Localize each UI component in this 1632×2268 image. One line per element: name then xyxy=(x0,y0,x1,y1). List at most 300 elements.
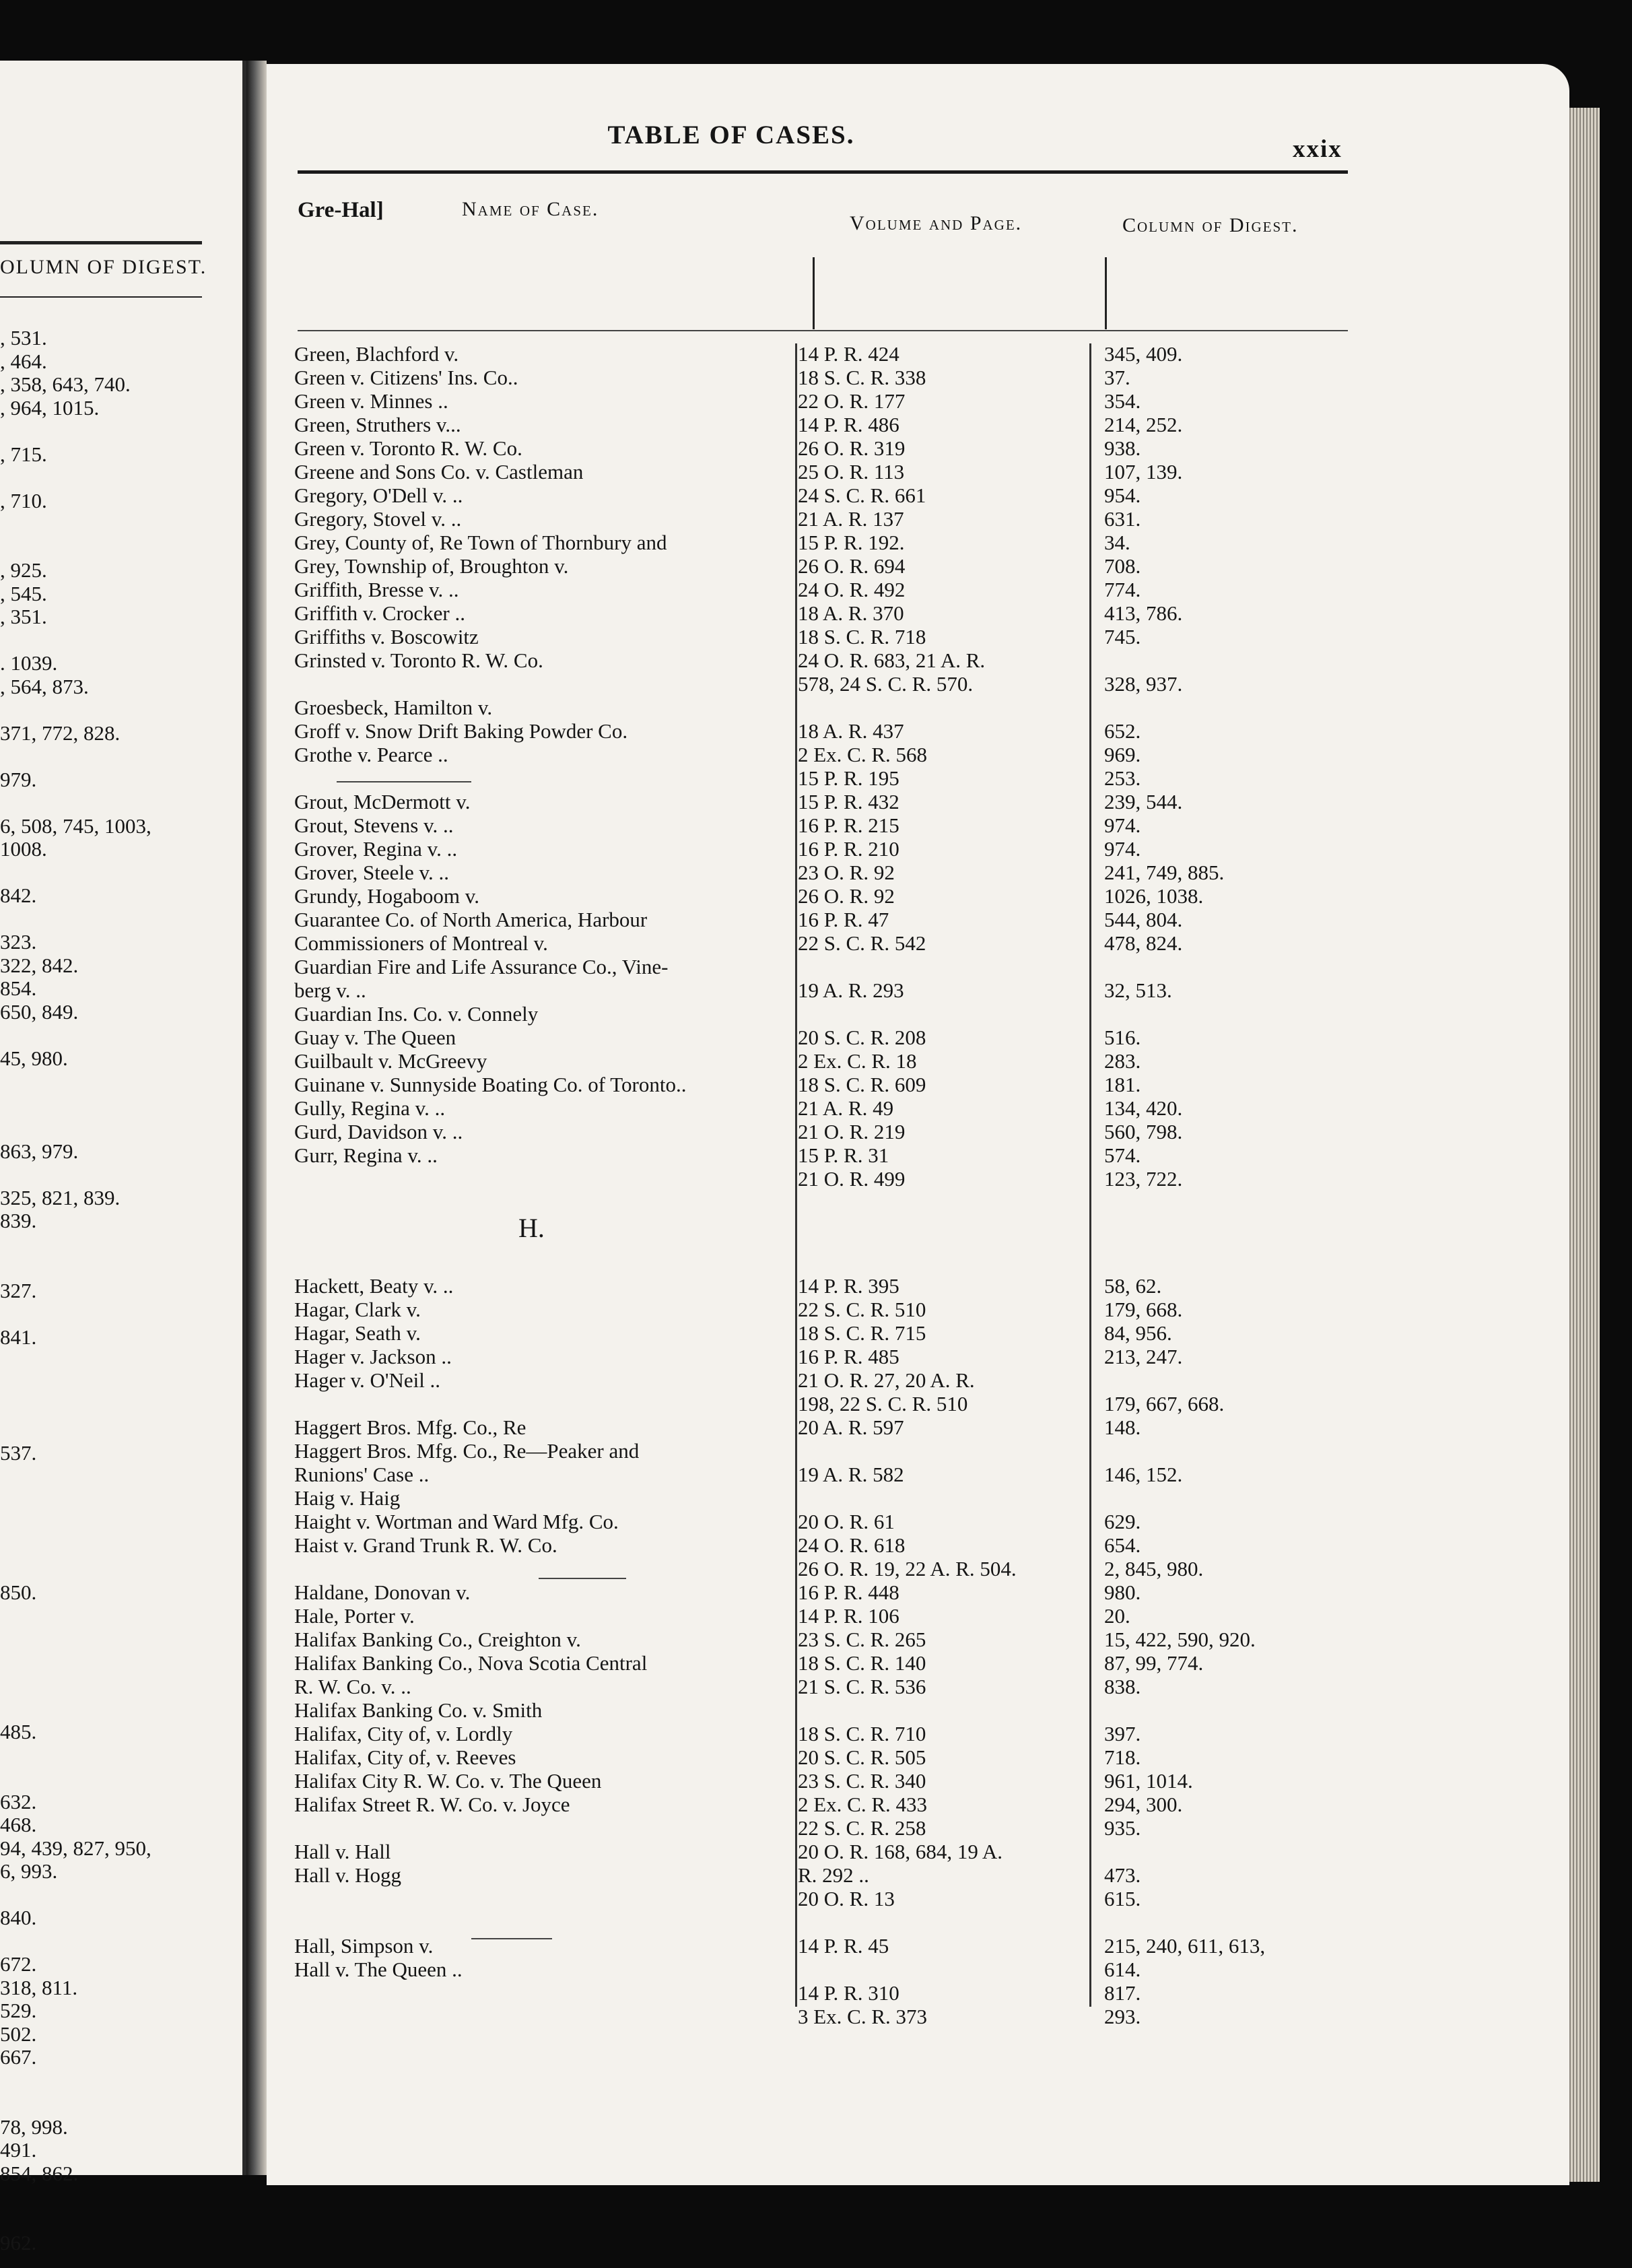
case-digest-column: 652. xyxy=(1104,719,1141,743)
case-entry xyxy=(264,1533,1476,1557)
case-volume-page: 18 S. C. R. 710 xyxy=(798,1722,926,1745)
case-entry xyxy=(264,1863,1476,1887)
left-digest-entry xyxy=(0,1116,242,1140)
case-digest-column: 84, 956. xyxy=(1104,1321,1172,1345)
case-name: Green v. Citizens' Ins. Co.. xyxy=(294,366,518,389)
case-volume-page: 14 P. R. 310 xyxy=(798,1981,899,2005)
case-volume-page: 18 S. C. R. 715 xyxy=(798,1321,926,1345)
left-digest-entry xyxy=(0,1512,242,1535)
case-name: Halifax Banking Co. v. Smith xyxy=(294,1698,543,1722)
case-volume-page: 21 O. R. 27, 20 A. R. xyxy=(798,1368,975,1392)
case-digest-column: 615. xyxy=(1104,1887,1141,1910)
left-digest-entry: 78, 998. xyxy=(0,2114,68,2139)
case-digest-column: 473. xyxy=(1104,1863,1141,1887)
case-digest-column: 838. xyxy=(1104,1675,1141,1698)
case-entry xyxy=(264,1368,1476,1392)
case-entry xyxy=(264,1604,1476,1628)
case-entry xyxy=(264,1392,1476,1415)
case-name: Grey, County of, Re Town of Thornbury and xyxy=(294,531,667,554)
running-title: TABLE OF CASES. xyxy=(607,121,855,149)
case-volume-page: 21 O. R. 499 xyxy=(798,1167,906,1191)
left-digest-entry xyxy=(0,1024,242,1047)
case-digest-column: 935. xyxy=(1104,1816,1141,1840)
case-entry xyxy=(264,507,1476,531)
left-digest-entry: , 925. xyxy=(0,558,47,582)
case-digest-column: 961, 1014. xyxy=(1104,1769,1193,1793)
entries-g xyxy=(264,342,1476,1191)
case-name: Guardian Ins. Co. v. Connely xyxy=(294,1002,539,1026)
case-entry xyxy=(264,1580,1476,1604)
left-digest-entry: . 1039. xyxy=(0,651,58,675)
case-entry xyxy=(264,366,1476,389)
header-bottom-rule xyxy=(298,330,1348,331)
case-name: Runions' Case .. xyxy=(294,1463,430,1486)
case-volume-page: 14 P. R. 45 xyxy=(798,1934,889,1958)
case-digest-column: 708. xyxy=(1104,554,1141,578)
case-name: Gully, Regina v. .. xyxy=(294,1096,446,1120)
case-name: Gurd, Davidson v. .. xyxy=(294,1120,463,1143)
case-entry xyxy=(264,625,1476,648)
case-digest-column: 179, 668. xyxy=(1104,1298,1183,1321)
case-name: Guinane v. Sunnyside Boating Co. of Toronto.. xyxy=(294,1073,687,1096)
case-digest-column: 283. xyxy=(1104,1049,1141,1073)
case-volume-page: 21 O. R. 219 xyxy=(798,1120,906,1143)
left-digest-entry xyxy=(0,1883,242,1907)
case-entry xyxy=(264,436,1476,460)
case-entry xyxy=(264,1026,1476,1049)
case-name: Grover, Regina v. .. xyxy=(294,837,458,861)
case-digest-column: 107, 139. xyxy=(1104,460,1183,483)
case-name: R. W. Co. v. .. xyxy=(294,1675,411,1698)
left-digest-entry: , 358, 643, 740. xyxy=(0,372,131,396)
left-digest-entry xyxy=(0,1465,242,1489)
case-entry xyxy=(264,978,1476,1002)
case-volume-page: 20 O. R. 168, 684, 19 A. xyxy=(798,1840,1002,1863)
case-entry xyxy=(264,1745,1476,1769)
case-name: Halifax Banking Co., Nova Scotia Central xyxy=(294,1651,648,1675)
head-range: Gre-Hal] xyxy=(298,198,384,222)
case-name: Gurr, Regina v. .. xyxy=(294,1143,438,1167)
left-digest-entry: , 351. xyxy=(0,605,47,628)
left-digest-entry xyxy=(0,1349,242,1372)
case-name: Grothe v. Pearce .. xyxy=(294,743,448,766)
case-digest-column: 614. xyxy=(1104,1958,1141,1981)
case-name: Griffiths v. Boscowitz xyxy=(294,625,479,648)
left-digest-entry xyxy=(0,1651,242,1675)
case-name: Hall, Simpson v. xyxy=(294,1934,434,1958)
case-digest-column: 354. xyxy=(1104,389,1141,413)
left-digest-entry: 839. xyxy=(0,1209,37,1232)
case-digest-column: 560, 798. xyxy=(1104,1120,1183,1143)
case-entry xyxy=(264,1274,1476,1298)
case-volume-page: 24 O. R. 618 xyxy=(798,1533,906,1557)
case-volume-page: 578, 24 S. C. R. 570. xyxy=(798,672,974,696)
case-name: Hale, Porter v. xyxy=(294,1604,415,1628)
case-volume-page: 20 A. R. 597 xyxy=(798,1415,904,1439)
case-entry xyxy=(264,672,1476,696)
case-volume-page: 18 A. R. 370 xyxy=(798,601,904,625)
case-digest-column: 241, 749, 885. xyxy=(1104,861,1225,884)
case-volume-page: 2 Ex. C. R. 18 xyxy=(798,1049,917,1073)
case-volume-page: 21 A. R. 49 xyxy=(798,1096,894,1120)
left-digest-entry xyxy=(0,2185,242,2209)
case-name: Grundy, Hogaboom v. xyxy=(294,884,479,908)
left-digest-entry: 537. xyxy=(0,1441,37,1465)
case-entry xyxy=(264,1073,1476,1096)
case-digest-column: 974. xyxy=(1104,813,1141,837)
case-entry xyxy=(264,743,1476,766)
case-name: Halifax Banking Co., Creighton v. xyxy=(294,1628,581,1651)
case-name: Grout, Stevens v. .. xyxy=(294,813,454,837)
case-name: Guay v. The Queen xyxy=(294,1026,456,1049)
left-digest-entry xyxy=(0,1163,242,1187)
case-name: Groff v. Snow Drift Baking Powder Co. xyxy=(294,719,628,743)
case-digest-column: 2, 845, 980. xyxy=(1104,1557,1204,1580)
case-entry xyxy=(264,766,1476,790)
case-volume-page: 20 S. C. R. 505 xyxy=(798,1745,926,1769)
case-volume-page: 23 S. C. R. 265 xyxy=(798,1628,926,1651)
left-digest-entry: , 564, 873. xyxy=(0,674,89,698)
left-digest-entry: 468. xyxy=(0,1813,37,1836)
case-entry xyxy=(264,908,1476,931)
case-entry xyxy=(264,531,1476,554)
case-digest-column: 974. xyxy=(1104,837,1141,861)
case-name: Hagar, Seath v. xyxy=(294,1321,421,1345)
left-digest-entry: 854, 862. xyxy=(0,2161,79,2185)
left-digest-entry: , 531. xyxy=(0,326,47,349)
case-volume-page: 23 S. C. R. 340 xyxy=(798,1769,926,1793)
case-volume-page: 21 S. C. R. 536 xyxy=(798,1675,926,1698)
case-volume-page: 24 O. R. 683, 21 A. R. xyxy=(798,648,986,672)
left-digest-entry xyxy=(0,1256,242,1279)
left-digest-entry: 841. xyxy=(0,1325,37,1349)
case-name: Haggert Bros. Mfg. Co., Re xyxy=(294,1415,526,1439)
case-digest-column: 253. xyxy=(1104,766,1141,790)
case-digest-column: 32, 513. xyxy=(1104,978,1172,1002)
case-entry xyxy=(264,1510,1476,1533)
left-digest-entry xyxy=(0,1605,242,1628)
case-volume-page: 15 P. R. 31 xyxy=(798,1143,889,1167)
case-digest-column: 239, 544. xyxy=(1104,790,1183,813)
case-volume-page: 15 P. R. 192. xyxy=(798,531,905,554)
case-volume-page: 15 P. R. 432 xyxy=(798,790,899,813)
left-digest-entry xyxy=(0,2209,242,2232)
left-digest-entry: 491. xyxy=(0,2138,37,2162)
left-digest-entry: 327. xyxy=(0,1278,37,1302)
case-entry xyxy=(264,1486,1476,1510)
case-entry xyxy=(264,1321,1476,1345)
left-digest-entry: 325, 821, 839. xyxy=(0,1185,121,1209)
case-volume-page: 18 S. C. R. 338 xyxy=(798,366,926,389)
case-entry xyxy=(264,413,1476,436)
left-digest-entry xyxy=(0,1233,242,1257)
case-digest-column: 34. xyxy=(1104,531,1130,554)
case-entry xyxy=(264,1049,1476,1073)
case-digest-column: 58, 62. xyxy=(1104,1274,1162,1298)
case-digest-column: 718. xyxy=(1104,1745,1141,1769)
case-entry xyxy=(264,342,1476,366)
separator-rule-2 xyxy=(539,1578,626,1579)
left-digest-entry xyxy=(0,1674,242,1698)
left-digest-entry: 854. xyxy=(0,976,37,1000)
case-name: Grover, Steele v. .. xyxy=(294,861,450,884)
case-name: Haldane, Donovan v. xyxy=(294,1580,471,1604)
header-divider-2 xyxy=(1105,257,1107,329)
left-digest-entry xyxy=(0,1372,242,1396)
case-entry xyxy=(264,1934,1476,1958)
left-digest-entry: 650, 849. xyxy=(0,999,79,1024)
case-digest-column: 215, 240, 611, 613, xyxy=(1104,1934,1266,1958)
case-entry xyxy=(264,1981,1476,2005)
case-entry xyxy=(264,1002,1476,1026)
left-digest-entry: 318, 811. xyxy=(0,1975,78,1999)
case-name: Hall v. Hogg xyxy=(294,1863,401,1887)
case-entry xyxy=(264,1345,1476,1368)
left-digest-entry xyxy=(0,1070,242,1094)
case-volume-page: 2 Ex. C. R. 433 xyxy=(798,1793,928,1816)
case-volume-page: 18 S. C. R. 609 xyxy=(798,1073,926,1096)
case-name: Green, Blachford v. xyxy=(294,342,459,366)
case-name: Haig v. Haig xyxy=(294,1486,401,1510)
left-digest-entry xyxy=(0,698,242,722)
case-entry xyxy=(264,460,1476,483)
case-volume-page: 16 P. R. 448 xyxy=(798,1580,899,1604)
case-name: Gregory, Stovel v. .. xyxy=(294,507,462,531)
case-volume-page: 21 A. R. 137 xyxy=(798,507,904,531)
left-digest-entry: 863, 979. xyxy=(0,1139,79,1163)
case-volume-page: 18 S. C. R. 718 xyxy=(798,625,926,648)
case-name: Guardian Fire and Life Assurance Co., Vine- xyxy=(294,955,669,978)
case-name: Haight v. Wortman and Ward Mfg. Co. xyxy=(294,1510,619,1533)
case-volume-page: 22 S. C. R. 542 xyxy=(798,931,926,955)
case-entry xyxy=(264,1439,1476,1463)
left-digest-entry: 667. xyxy=(0,2045,37,2069)
case-entry xyxy=(264,1143,1476,1167)
case-name: Halifax, City of, v. Reeves xyxy=(294,1745,516,1769)
left-digest-entry: , 710. xyxy=(0,488,47,512)
case-name: berg v. .. xyxy=(294,978,366,1002)
case-name: Groesbeck, Hamilton v. xyxy=(294,696,493,719)
case-entry xyxy=(264,1167,1476,1191)
left-digest-entry xyxy=(0,1094,242,1117)
left-entries xyxy=(0,327,242,2255)
case-digest-column: 148. xyxy=(1104,1415,1141,1439)
case-entry xyxy=(264,1722,1476,1745)
case-digest-column: 745. xyxy=(1104,625,1141,648)
case-volume-page: 22 S. C. R. 510 xyxy=(798,1298,926,1321)
head-volume: Volume and Page. xyxy=(850,212,1023,234)
case-digest-column: 345, 409. xyxy=(1104,342,1183,366)
case-entry xyxy=(264,955,1476,978)
case-digest-column: 413, 786. xyxy=(1104,601,1183,625)
case-entry xyxy=(264,389,1476,413)
case-entry xyxy=(264,1298,1476,1321)
left-digest-entry xyxy=(0,466,242,490)
left-digest-entry: 962. xyxy=(0,2231,37,2255)
left-digest-entry: 485. xyxy=(0,1720,37,1743)
case-entry xyxy=(264,813,1476,837)
case-volume-page: 14 P. R. 424 xyxy=(798,342,899,366)
case-name: Grinsted v. Toronto R. W. Co. xyxy=(294,648,543,672)
case-volume-page: R. 292 .. xyxy=(798,1863,869,1887)
case-digest-column: 478, 824. xyxy=(1104,931,1183,955)
case-entry xyxy=(264,884,1476,908)
case-volume-page: 20 O. R. 13 xyxy=(798,1887,895,1910)
left-digest-entry: 45, 980. xyxy=(0,1046,68,1070)
left-digest-entry xyxy=(0,1628,242,1651)
left-digest-entry xyxy=(0,1395,242,1419)
case-volume-page: 16 P. R. 485 xyxy=(798,1345,899,1368)
left-digest-entry: 840. xyxy=(0,1906,37,1929)
case-digest-column: 980. xyxy=(1104,1580,1141,1604)
case-volume-page: 198, 22 S. C. R. 510 xyxy=(798,1392,968,1415)
case-entry xyxy=(264,483,1476,507)
case-volume-page: 24 O. R. 492 xyxy=(798,578,906,601)
case-digest-column: 574. xyxy=(1104,1143,1141,1167)
case-volume-page: 3 Ex. C. R. 373 xyxy=(798,2005,928,2028)
case-entry xyxy=(264,1958,1476,1981)
left-digest-entry: 502. xyxy=(0,2022,37,2046)
header-divider-1 xyxy=(813,257,815,329)
case-entry xyxy=(264,861,1476,884)
case-volume-page: 22 O. R. 177 xyxy=(798,389,906,413)
case-volume-page: 16 P. R. 210 xyxy=(798,837,899,861)
case-digest-column: 1026, 1038. xyxy=(1104,884,1204,908)
case-digest-column: 20. xyxy=(1104,1604,1130,1628)
case-volume-page: 20 S. C. R. 208 xyxy=(798,1026,926,1049)
case-name: Griffith, Bresse v. .. xyxy=(294,578,459,601)
left-digest-entry: 672. xyxy=(0,1952,37,1976)
left-digest-entry xyxy=(0,1535,242,1558)
case-digest-column: 37. xyxy=(1104,366,1130,389)
case-digest-column: 15, 422, 590, 920. xyxy=(1104,1628,1256,1651)
case-entry xyxy=(264,1096,1476,1120)
case-digest-column: 817. xyxy=(1104,1981,1141,2005)
case-entry xyxy=(264,2005,1476,2028)
case-volume-page: 18 A. R. 437 xyxy=(798,719,904,743)
case-entry xyxy=(264,719,1476,743)
left-digest-entry xyxy=(0,1302,242,1326)
left-digest-entry xyxy=(0,1419,242,1442)
head-name: Name of Case. xyxy=(462,198,599,220)
case-digest-column: 629. xyxy=(1104,1510,1141,1533)
left-digest-entry xyxy=(0,2092,242,2116)
separator-rule-1 xyxy=(337,781,471,782)
left-digest-entry: 322, 842. xyxy=(0,953,79,977)
case-digest-column: 293. xyxy=(1104,2005,1141,2028)
case-volume-page: 23 O. R. 92 xyxy=(798,861,895,884)
case-digest-column: 774. xyxy=(1104,578,1141,601)
case-digest-column: 214, 252. xyxy=(1104,413,1183,436)
case-entry xyxy=(264,1463,1476,1486)
case-digest-column: 213, 247. xyxy=(1104,1345,1183,1368)
case-entry xyxy=(264,1120,1476,1143)
case-digest-column: 544, 804. xyxy=(1104,908,1183,931)
case-entry xyxy=(264,1675,1476,1698)
left-digest-entry xyxy=(0,791,242,815)
left-digest-entry xyxy=(0,1744,242,1768)
case-volume-page: 26 O. R. 92 xyxy=(798,884,895,908)
left-digest-entry xyxy=(0,745,242,768)
left-digest-entry: , 964, 1015. xyxy=(0,395,100,420)
case-entry xyxy=(264,790,1476,813)
case-volume-page: 2 Ex. C. R. 568 xyxy=(798,743,928,766)
case-name: Halifax, City of, v. Lordly xyxy=(294,1722,513,1745)
case-entry xyxy=(264,1415,1476,1439)
case-entry xyxy=(264,1887,1476,1910)
case-digest-column: 938. xyxy=(1104,436,1141,460)
left-top-rule xyxy=(0,241,202,244)
case-volume-page: 19 A. R. 293 xyxy=(798,978,904,1002)
left-digest-entry xyxy=(0,420,242,443)
case-entry xyxy=(264,578,1476,601)
case-volume-page: 14 P. R. 395 xyxy=(798,1274,899,1298)
separator-rule-3 xyxy=(471,1938,552,1939)
left-digest-entry xyxy=(0,1558,242,1582)
case-digest-column: 516. xyxy=(1104,1026,1141,1049)
case-entry xyxy=(264,1628,1476,1651)
head-column: Column of Digest. xyxy=(1122,214,1299,236)
case-volume-page: 24 S. C. R. 661 xyxy=(798,483,926,507)
left-header-rule xyxy=(0,296,202,298)
case-digest-column: 181. xyxy=(1104,1073,1141,1096)
left-digest-entry xyxy=(0,1767,242,1791)
case-digest-column: 631. xyxy=(1104,507,1141,531)
case-volume-page: 18 S. C. R. 140 xyxy=(798,1651,926,1675)
top-rule xyxy=(298,170,1348,174)
left-digest-entry: 6, 508, 745, 1003, xyxy=(0,813,151,838)
case-digest-column: 397. xyxy=(1104,1722,1141,1745)
left-digest-entry xyxy=(0,536,242,560)
case-digest-column: 654. xyxy=(1104,1533,1141,1557)
case-name: Hager v. Jackson .. xyxy=(294,1345,452,1368)
case-name: Guilbault v. McGreevy xyxy=(294,1049,487,1073)
case-volume-page: 16 P. R. 215 xyxy=(798,813,899,837)
case-entry xyxy=(264,1651,1476,1675)
case-volume-page: 19 A. R. 582 xyxy=(798,1463,904,1486)
left-digest-entry xyxy=(0,908,242,931)
case-entry xyxy=(264,837,1476,861)
case-name: Griffith v. Crocker .. xyxy=(294,601,465,625)
case-digest-column: 969. xyxy=(1104,743,1141,766)
left-digest-entry: 842. xyxy=(0,883,37,907)
left-page xyxy=(0,61,246,2255)
left-digest-entry: 323. xyxy=(0,930,37,954)
left-digest-entry: 632. xyxy=(0,1789,37,1813)
case-entry xyxy=(264,1840,1476,1863)
entries-h xyxy=(264,1274,1476,2028)
case-digest-column: 87, 99, 774. xyxy=(1104,1651,1204,1675)
case-name: Hall v. Hall xyxy=(294,1840,391,1863)
case-name: Haggert Bros. Mfg. Co., Re—Peaker and xyxy=(294,1439,640,1463)
case-entry xyxy=(264,931,1476,955)
case-name: Green, Struthers v... xyxy=(294,413,461,436)
case-entry xyxy=(264,1698,1476,1722)
case-volume-page: 26 O. R. 694 xyxy=(798,554,906,578)
left-digest-entry: 850. xyxy=(0,1580,37,1604)
case-entry xyxy=(264,1793,1476,1816)
case-digest-column: 328, 937. xyxy=(1104,672,1183,696)
case-name: Hackett, Beaty v. .. xyxy=(294,1274,454,1298)
case-volume-page: 25 O. R. 113 xyxy=(798,460,905,483)
case-digest-column: 954. xyxy=(1104,483,1141,507)
left-digest-entry: , 545. xyxy=(0,581,47,605)
case-entry xyxy=(264,601,1476,625)
case-digest-column: 294, 300. xyxy=(1104,1793,1183,1816)
case-name: Green v. Minnes .. xyxy=(294,389,448,413)
left-digest-entry: 6, 993. xyxy=(0,1859,58,1883)
case-name: Hagar, Clark v. xyxy=(294,1298,421,1321)
